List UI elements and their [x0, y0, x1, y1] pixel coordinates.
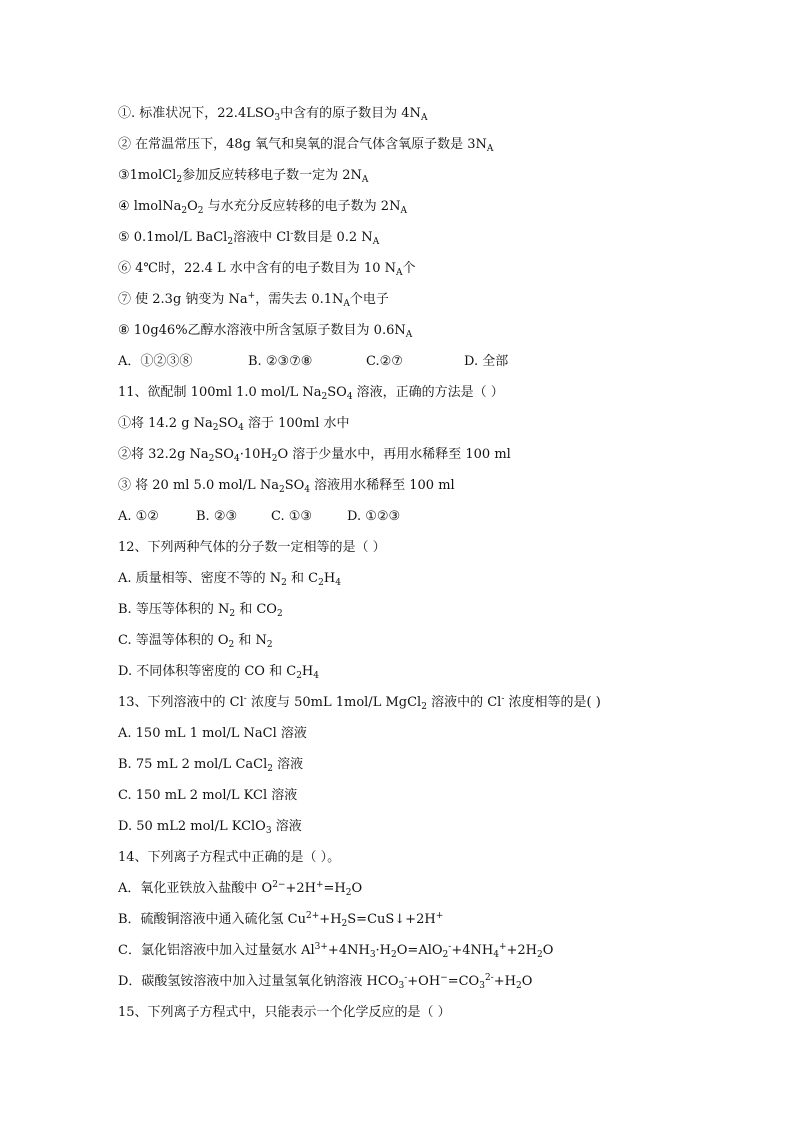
text-segment: A [343, 299, 350, 309]
text-segment: 参加反应转移电子数一定为 2N [182, 168, 362, 183]
text-segment: 2 [321, 392, 328, 402]
text-segment: SO [327, 385, 347, 400]
text-segment: 浓度相等的是( ) [504, 695, 601, 710]
text-segment: 2 [212, 423, 219, 433]
text-segment: 数目是 0.2 N [293, 230, 373, 245]
text-segment: 浓度与 50mL 1mol/L MgCl [246, 695, 422, 710]
text-segment: ①将 14.2 g Na [118, 416, 213, 431]
text-segment: 和 N [234, 633, 267, 648]
text-segment: ③ 将 20 ml 5.0 mol/L Na [118, 478, 279, 493]
q14-option-c [118, 938, 718, 969]
text-segment: 2− [272, 880, 286, 890]
text-segment: +2H [285, 881, 316, 896]
q12-option-b [118, 597, 718, 628]
q11-statement-2 [118, 442, 718, 473]
text-segment: 4 [304, 485, 310, 495]
text-segment: 个电子 [349, 292, 389, 307]
text-segment: 2 [341, 919, 348, 929]
text-segment: 2 [318, 578, 324, 588]
text-segment: B. 等压等体积的 N [118, 602, 230, 617]
text-segment: SO [214, 447, 234, 462]
text-segment: 3 [479, 981, 485, 991]
text-segment: H [323, 571, 336, 586]
text-segment: 2 [267, 764, 273, 774]
text-segment: SO [284, 478, 305, 493]
text-segment: A [420, 113, 428, 123]
text-segment: H [301, 664, 314, 679]
q10-statement-3 [118, 163, 718, 194]
text-segment: A [372, 237, 380, 247]
text-segment: 溶液中 Cl [233, 230, 291, 245]
text-segment: O [351, 881, 363, 896]
text-segment: A [400, 206, 407, 216]
text-segment: 溶液 [272, 757, 304, 772]
text-segment: +2H [506, 943, 537, 958]
text-segment: 2 [228, 640, 235, 650]
text-segment: ②将 32.2g Na [118, 447, 209, 462]
text-segment: ④ lmolNa [118, 199, 182, 214]
q10-statement-5 [118, 225, 718, 256]
text-segment: 2 [276, 609, 283, 619]
text-segment: 4 [493, 950, 499, 960]
q12-stem [118, 535, 718, 566]
text-segment: 4 [346, 392, 353, 402]
q13-option-a [118, 721, 718, 752]
text-segment: 2 [197, 206, 204, 216]
text-segment: 4 [335, 578, 341, 588]
text-segment: A. 150 mL 1 mol/L NaCl 溶液 [118, 726, 307, 741]
q12-option-d [118, 659, 718, 690]
text-segment: 11、欲配制 100ml 1.0 mol/L Na [118, 385, 322, 400]
q12-option-c [118, 628, 718, 659]
text-segment: A．氧化亚铁放入盐酸中 O [118, 881, 273, 896]
text-segment: 15、下列离子方程式中，只能表示一个化学反应的是（ ） [118, 1005, 451, 1020]
q13-option-c [118, 783, 718, 814]
q10-statement-6 [118, 256, 718, 287]
q10-option-c: C.②⑦ [366, 354, 403, 369]
text-segment: - [448, 942, 452, 952]
text-segment: SO [218, 416, 239, 431]
q13-option-b [118, 752, 718, 783]
q13-option-d [118, 814, 718, 845]
text-segment: 2 [229, 609, 236, 619]
text-segment: D．碳酸氢铵溶液中加入过量氢氧化钠溶液 HCO [118, 974, 399, 989]
text-segment: B. 75 mL 2 mol/L CaCl [118, 757, 268, 772]
text-segment: 3 [398, 981, 405, 991]
text-segment: S=CuS↓+2H [347, 912, 436, 927]
q14-option-d [118, 969, 718, 1000]
text-segment: 和 CO [235, 602, 277, 617]
text-segment: - [404, 973, 408, 983]
text-segment: 个 [402, 261, 416, 276]
q10-option-b: B. ②③⑦⑧ [248, 354, 313, 369]
text-segment: 2 [281, 578, 287, 588]
text-segment: +H [319, 912, 342, 927]
text-segment: ⑦ 使 2.3g 钠变为 Na [118, 292, 248, 307]
q14-option-b [118, 907, 718, 938]
text-segment: - [501, 694, 505, 704]
text-segment: C. 等温等体积的 O [118, 633, 229, 648]
text-segment: A [361, 175, 369, 185]
text-segment: 3 [265, 826, 272, 836]
text-segment: 2 [442, 950, 449, 960]
q10-statement-7 [118, 287, 718, 318]
text-segment: + [315, 880, 324, 890]
text-segment: 2 [421, 702, 427, 712]
text-segment: 2 [296, 671, 302, 681]
text-segment: 2+ [306, 911, 320, 921]
text-segment: 2 [278, 485, 285, 495]
text-segment: 与水充分反应转移的电子数为 2N [203, 199, 401, 214]
text-segment: 4 [233, 454, 240, 464]
q10-statement-8 [118, 318, 718, 349]
q12-option-a [118, 566, 718, 597]
text-segment: O [521, 974, 533, 989]
text-segment: 2 [391, 950, 397, 960]
q11-options [118, 504, 718, 535]
text-segment: 溶液，正确的方法是（ ） [352, 385, 504, 400]
q14-stem [118, 845, 718, 876]
text-segment: ⑤ 0.1mol/L BaCl [118, 230, 228, 245]
text-segment: ⑧ 10g46%乙醇水溶液中所含氢原子数目为 0.6N [118, 323, 406, 338]
text-segment: 4 [313, 671, 319, 681]
text-segment: 中含有的原子数目为 4N [280, 106, 421, 121]
text-segment: +4NH [451, 943, 494, 958]
text-segment: 2 [515, 981, 522, 991]
q11-stem [118, 380, 718, 411]
q11-statement-3 [118, 473, 718, 504]
text-segment: 3 [369, 950, 376, 960]
text-segment: 3+ [314, 942, 328, 952]
text-segment: 4 [238, 423, 244, 433]
text-segment: O=AlO [396, 943, 443, 958]
text-segment: 2 [266, 640, 273, 650]
text-segment: - [290, 229, 294, 239]
text-segment: + [498, 942, 507, 952]
text-segment: O [542, 943, 554, 958]
text-segment: 2 [537, 950, 543, 960]
text-segment: 2 [176, 175, 183, 185]
text-segment: B．硫酸铜溶液中通入硫化氢 Cu [118, 912, 307, 927]
text-segment: D. 50 mL2 mol/L KClO [118, 819, 266, 834]
text-segment: ② 在常温常压下，48g 氧气和臭氧的混合气体含氧原子数是 3N [118, 137, 487, 152]
text-segment: 2- [484, 973, 494, 983]
text-segment: A [395, 268, 403, 278]
text-segment: 溶液 [271, 819, 302, 834]
text-segment: 2 [227, 237, 234, 247]
text-segment: ，需失去 0.1N [255, 292, 344, 307]
text-segment: =CO [447, 974, 480, 989]
text-segment: =H [323, 881, 346, 896]
text-segment: - [243, 694, 247, 704]
text-segment: 溶液中的 Cl [426, 695, 502, 710]
question-content [118, 101, 718, 1031]
text-segment: ·10H [239, 447, 272, 462]
text-segment: D. 不同体积等密度的 CO 和 C [118, 664, 297, 679]
q10-option-a: A．①②③⑧ [118, 354, 193, 369]
text-segment: + [435, 911, 444, 921]
q13-stem [118, 690, 718, 721]
q11-option-a: A. ①② [118, 509, 159, 524]
text-segment: C. 150 mL 2 mol/L KCl 溶液 [118, 788, 298, 803]
text-segment: A [405, 330, 413, 340]
text-segment: − [440, 973, 448, 983]
q11-statement-1 [118, 411, 718, 442]
q15-stem [118, 1000, 718, 1031]
text-segment: 和 C [286, 571, 319, 586]
q10-option-d: D. 全部 [464, 354, 509, 369]
text-segment: 14、下列离子方程式中正确的是（ ）。 [118, 850, 341, 865]
text-segment: 溶液用水稀释至 100 ml [310, 478, 455, 493]
text-segment: ③1molCl [118, 168, 177, 183]
text-segment: 溶于 100ml 水中 [243, 416, 350, 431]
text-segment: 2 [345, 888, 352, 898]
text-segment: 12、下列两种气体的分子数一定相等的是（ ） [118, 540, 386, 555]
text-segment: 2 [271, 454, 278, 464]
q10-statement-4 [118, 194, 718, 225]
q11-option-b: B. ②③ [196, 509, 238, 524]
text-segment: 2 [208, 454, 215, 464]
text-segment: 3 [274, 113, 281, 123]
text-segment: A. 质量相等、密度不等的 N [118, 571, 282, 586]
text-segment: +H [493, 974, 516, 989]
q10-statement-1 [118, 101, 718, 132]
text-segment: A [486, 144, 494, 154]
text-segment: +OH [407, 974, 441, 989]
text-segment: ·H [375, 943, 392, 958]
text-segment: 13、下列溶液中的 Cl [118, 695, 244, 710]
text-segment: O 溶于少量水中，再用水稀释至 100 ml [277, 447, 511, 462]
q10-statement-2 [118, 132, 718, 163]
q10-options [118, 349, 718, 380]
q14-option-a [118, 876, 718, 907]
text-segment: ①. 标准状况下，22.4LSO [118, 106, 275, 121]
text-segment: 2 [181, 206, 188, 216]
q11-option-c: C. ①③ [271, 509, 313, 524]
text-segment: + [247, 291, 256, 301]
text-segment: ⑥ 4℃时，22.4 L 水中含有的电子数目为 10 N [118, 261, 396, 276]
text-segment: O [187, 199, 198, 214]
text-segment: +4NH [327, 943, 370, 958]
text-segment: C．氯化铝溶液中加入过量氨水 Al [118, 943, 315, 958]
q11-option-d: D. ①②③ [347, 509, 401, 524]
